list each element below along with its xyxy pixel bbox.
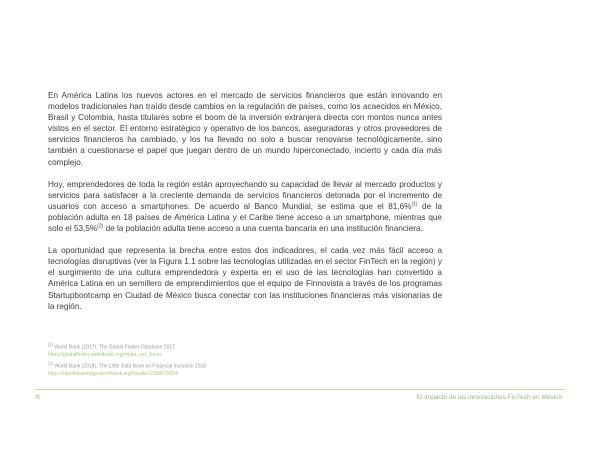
footnote-1-link[interactable]: https://globalfindex.worldbank.org/#data_sec_focus <box>48 352 162 359</box>
footnote-1 <box>48 341 408 352</box>
paragraph-text: Hoy, emprendedores de toda la región están aprovechando su capacidad de llevar al mercado productos y servicios para satisfacer a la creciente demanda de servicios financieros detonada por el incremento de usuarios con acceso a smartphones. De acuerdo al Banco Mundial, se estima que el 81,6% <box>48 179 442 211</box>
footnote-marker: (2) <box>48 360 54 366</box>
paragraph-opportunity: La oportunidad que representa la brecha entre estos dos indicadores, el cada vez más fácil acceso a tecnologías disruptivas (ver la Figura 1.1 sobre las tecnologías utilizadas en el sector FinTech en la región) y el surgimiento de una cultura emprendedora y experta en el uso de las tecnologías han convertido a América Latina en un semillero de emprendimientos que el equipo de Finnovista a través de los programas Startupbootcamp en Ciudad de México busca conectar con las instituciones financieras más visionarias de la región. <box>48 246 442 311</box>
paragraph-intro: En América Latina los nuevos actores en el mercado de servicios financieros que están innovando en modelos tradicionales han traído desde cambios en la regulación de países, como los acaecidos en México, Brasil y Colombia, hasta titulares sobre el boom de la inversión extranjera directa con montos nunca antes vistos en el sector. El entorno estratégico y operativo de los bancos, aseguradoras y otros proveedores de servicios financieros ha cambiado, y los ha llevado no solo a buscar renovarse tecnológicamente, sino también a cuestionarse el papel que juegan dentro de un mundo hiperconectado, incierto y cada día más complejo. <box>48 91 442 167</box>
paragraph-text: de la población adulta en 18 países de América Latina y el Caribe tiene acceso a un smartphone, mientras que solo el 53,5% <box>48 201 442 234</box>
footer-divider <box>35 389 565 390</box>
paragraph-entrepreneurs <box>48 179 442 234</box>
footnote-ref-1[interactable]: (1) <box>411 201 418 208</box>
running-title: El impacto de las innovaciones FinTech en México <box>416 394 562 401</box>
footnote-2-link[interactable]: https://openknowledge.worldbank.org/handle/10986/29654 <box>48 370 178 377</box>
page-number: 8 <box>36 394 40 401</box>
footnote-ref-2[interactable]: (2) <box>97 223 104 230</box>
paragraph-text: de la población adulta tiene acceso a una cuenta bancaria en una institución financiera. <box>103 224 423 234</box>
footnote-text: World Bank (2017). The Global Findex Database 2017 <box>53 344 175 351</box>
footnote-text: World Bank (2018). The Little Data Book on Financial Inclusion 2018 <box>53 363 207 370</box>
footnotes <box>48 341 408 378</box>
footnote-2 <box>48 360 408 371</box>
body-text <box>48 90 442 323</box>
footnote-marker: (1) <box>48 342 54 347</box>
